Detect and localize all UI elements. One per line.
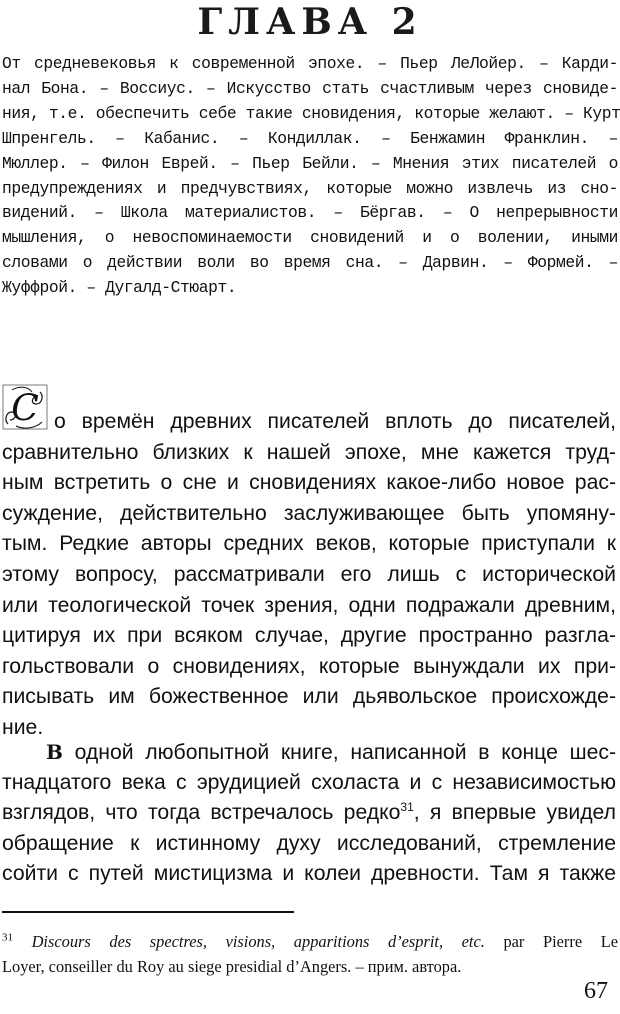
dropcap-letter: С: [11, 388, 39, 429]
paragraph-1: [2, 407, 616, 744]
paragraph-line-text: одной любопытной книге, написанной в конце шес-: [62, 741, 616, 764]
paragraph-line-text: , я впервые увидел: [413, 801, 616, 825]
footnote-title: Discours des spectres, visions, apparitions d’esprit, etc.: [31, 932, 485, 951]
footnote-line: Loyer, conseiller du Roy au siege presidial d’Angers. – прим. автора.: [2, 957, 462, 976]
paragraph-line: ние.: [2, 715, 44, 739]
paragraph-line: обращение к истинному духу исследований, стремление: [2, 831, 616, 855]
paragraph-line: тым. Редкие авторы средних веков, которые приступали к: [2, 532, 616, 556]
synopsis-line: видений. – Школа материалистов. – Бёргав. – О непрерывности: [2, 203, 618, 223]
synopsis-line: предупреждениях и предчувствиях, которые можно извлечь из сно-: [2, 178, 618, 198]
paragraph-line: цитируя их при всяком случае, другие пространно разгла-: [2, 624, 616, 648]
paragraph-line: писывать им божественное или дьявольское происхожде-: [2, 685, 616, 709]
chapter-title: ГЛАВА 2: [197, 1, 423, 43]
paragraph-line: [2, 737, 616, 768]
paragraph-line: этому вопросу, рассматривали его лишь с исторической: [2, 562, 616, 586]
paragraph-line: или теологической точек зрения, одни подражали древним,: [2, 593, 616, 617]
synopsis-line: От средневековья к современной эпохе. – Пьер ЛеЛойер. – Карди-: [2, 54, 618, 73]
paragraph-line: гольствовали о сновидениях, которые вынуждали их при-: [2, 654, 616, 678]
footnote-text: par Pierre Le: [484, 932, 618, 951]
paragraph-line-text: взглядов, что тогда встречалось редко: [2, 801, 401, 825]
paragraph-line: о времён древних писателей вплоть до писателей,: [54, 410, 616, 433]
paragraph-2: [2, 737, 616, 890]
synopsis-line: ния, т.е. обеспечить себе такие сновидения, которые желают. – Курт: [2, 103, 620, 123]
synopsis-line: словами о действии воли во время сна. – Дарвин. – Формей. –: [2, 253, 618, 273]
paragraph-line: [2, 798, 616, 829]
synopsis-line: Шпренгель. – Кабанис. – Кондиллак. – Бенжамин Франклин. –: [2, 128, 618, 148]
synopsis-line: мышления, о невоспоминаемости сновидений и о волении, иными: [2, 228, 618, 248]
page-number: 67: [584, 978, 608, 1004]
footnote-reference[interactable]: 31: [400, 800, 414, 815]
footnote-line: [2, 929, 618, 954]
footnote-divider: [2, 911, 294, 913]
paragraph-line: суждение, действительно заслуживающее быть упомяну-: [2, 501, 616, 525]
paragraph-line: сойти с путей мистицизма и колеи древности. Там я также: [2, 862, 616, 886]
initial-letter: В: [46, 740, 63, 764]
synopsis-line: Жуффрой. – Дугалд-Стюарт.: [2, 278, 237, 298]
footnote: [2, 929, 618, 979]
paragraph-line: тнадцатого века с эрудицией схоласта и с независимостью: [2, 770, 616, 794]
footnote-number: 31: [2, 931, 13, 944]
synopsis-line: нал Бона. – Воссиус. – Искусство стать счастливым через сновиде-: [2, 78, 618, 98]
paragraph-line: сравнительно близких к нашей эпохе, мне кажется труд-: [2, 440, 616, 464]
synopsis-line: Мюллер. – Филон Еврей. – Пьер Бейли. – Мнения этих писателей о: [2, 153, 618, 173]
chapter-synopsis: [2, 52, 618, 301]
paragraph-line: ным встретить о сне и сновидениях какое-либо новое рас-: [2, 471, 616, 495]
